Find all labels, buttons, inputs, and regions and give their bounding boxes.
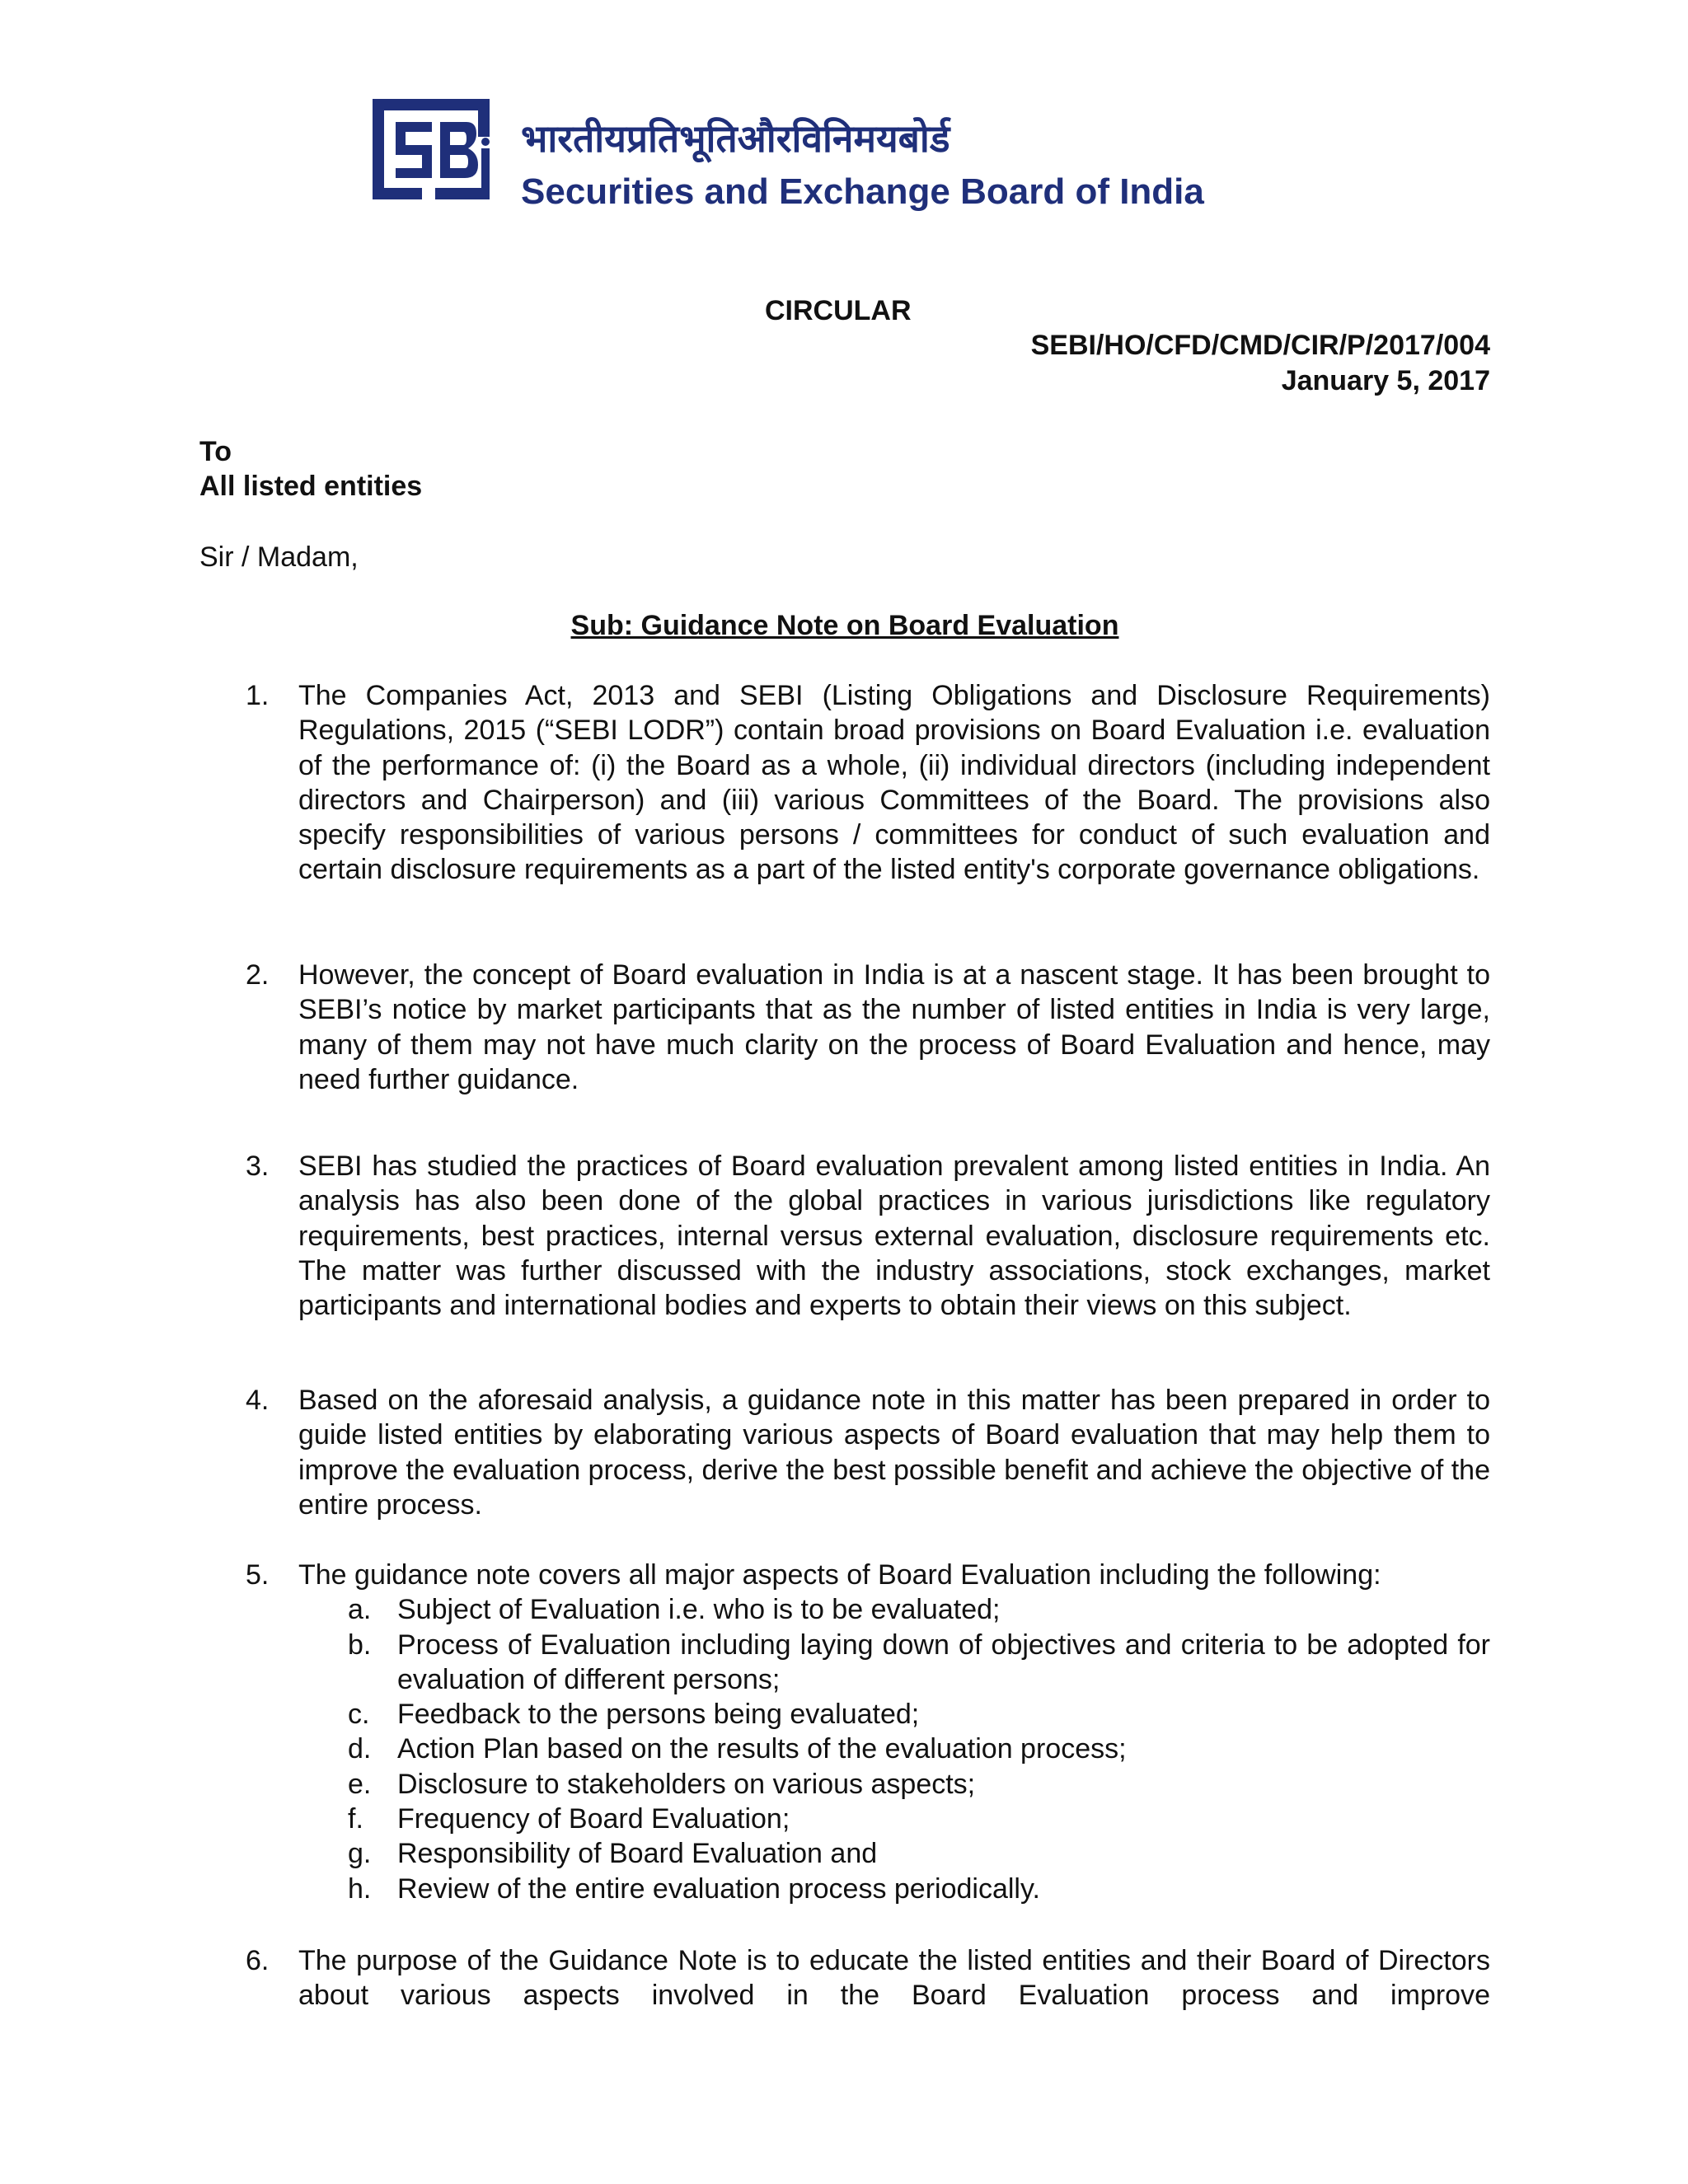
list-item [298, 1592, 1490, 1627]
org-name-english: Securities and Exchange Board of India [521, 171, 1204, 212]
list-text: Review of the entire evaluation process periodically. [397, 1872, 1040, 1905]
aspects-list [298, 1592, 1490, 1906]
list-text: Process of Evaluation including laying down of objectives and criteria to be adopted for evaluation of different persons; [397, 1629, 1490, 1695]
list-letter: d. [348, 1733, 372, 1765]
list-text: Action Plan based on the results of the evaluation process; [397, 1733, 1127, 1765]
paragraph-text: However, the concept of Board evaluation in India is at a nascent stage. It has been brought to SEBI’s notice by market participants that as the number of listed entities in India is very large, many of them may not have much clarity on the process of Board Evaluation and hence, may need further guidance. [298, 959, 1490, 1095]
paragraph-1 [246, 678, 1490, 888]
list-item [298, 1836, 1490, 1871]
list-letter: e. [348, 1768, 372, 1800]
paragraph-number: 4. [246, 1385, 270, 1416]
salutation: Sir / Madam, [199, 541, 359, 573]
addressee: All listed entities [199, 471, 423, 502]
paragraph-5 [246, 1558, 1490, 1906]
paragraph-number: 6. [246, 1945, 270, 1976]
paragraph-text: Based on the aforesaid analysis, a guidance note in this matter has been prepared in order to guide listed entities by elaborating various aspects of Board evaluation that may help them to improve the evaluation process, derive the best possible benefit and achieve the objective of the entire process. [298, 1385, 1490, 1521]
paragraph-text: SEBI has studied the practices of Board evaluation prevalent among listed entities in India. An analysis has also been done of the global practices in various jurisdictions like regulatory requirements, best practices, internal versus external evaluation, disclosure requirements etc. The matter was further discussed with the industry associations, stock exchanges, market participants and international bodies and experts to obtain their views on this subject. [298, 1151, 1490, 1322]
list-text: Frequency of Board Evaluation; [397, 1803, 790, 1835]
list-letter: g. [348, 1838, 372, 1870]
list-text: Subject of Evaluation i.e. who is to be evaluated; [397, 1594, 1001, 1626]
list-letter: h. [348, 1872, 372, 1905]
list-letter: f. [348, 1803, 363, 1835]
paragraph-text: The purpose of the Guidance Note is to educate the listed entities and their Board of Directors about various aspects involved in the Board Evaluation process and improve [298, 1945, 1490, 2012]
paragraph-text [298, 1558, 1490, 1906]
reference-number: SEBI/HO/CFD/CMD/CIR/P/2017/004 [1030, 330, 1490, 361]
list-letter: c. [348, 1699, 370, 1731]
paragraph-3 [246, 1149, 1490, 1323]
paragraph-intro: The guidance note covers all major aspects of Board Evaluation including the following: [298, 1559, 1381, 1591]
org-name-hindi: भारतीयप्रतिभूतिऔरविनिमयबोर्ड [521, 116, 950, 161]
list-letter: a. [348, 1594, 372, 1626]
paragraph-text: The Companies Act, 2013 and SEBI (Listing Obligations and Disclosure Requirements) Regulations, 2015 (“SEBI LODR”) contain broad provisions on Board Evaluation i.e. evaluation of the performance of: (i) the Board as a whole, (ii) individual directors (including independent directors and Chairperson) and (iii) various Committees of the Board. The provisions also specify responsibilities of various persons / committees for conduct of such evaluation and certain disclosure requirements as a part of the listed entity's corporate governance obligations. [298, 680, 1490, 886]
list-text: Feedback to the persons being evaluated; [397, 1699, 920, 1731]
paragraph-4 [246, 1383, 1490, 1522]
list-text: Disclosure to stakeholders on various aspects; [397, 1768, 976, 1800]
list-item [298, 1802, 1490, 1836]
subject-line: Sub: Guidance Note on Board Evaluation [570, 610, 1119, 641]
paragraph-number: 1. [246, 680, 270, 711]
paragraph-2 [246, 958, 1490, 1097]
circular-heading: CIRCULAR [765, 295, 912, 326]
list-item [298, 1767, 1490, 1802]
to-label: To [199, 436, 232, 467]
list-item [298, 1697, 1490, 1732]
paragraph-6 [246, 1943, 1490, 2013]
paragraph-number: 2. [246, 959, 270, 991]
list-item [298, 1628, 1490, 1698]
circular-date: January 5, 2017 [1281, 365, 1490, 396]
paragraph-number: 3. [246, 1151, 270, 1182]
list-letter: b. [348, 1629, 372, 1661]
sebi-logo [373, 99, 490, 199]
list-item [298, 1872, 1490, 1906]
list-text: Responsibility of Board Evaluation and [397, 1838, 878, 1870]
list-item [298, 1732, 1490, 1766]
paragraph-number: 5. [246, 1559, 270, 1591]
